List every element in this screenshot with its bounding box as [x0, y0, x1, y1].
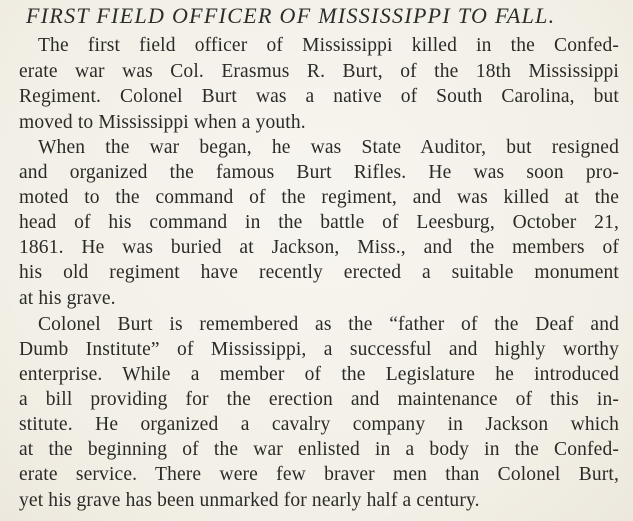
paragraph-3-line-1: Colonel Burt is remembered as the “father of the Deaf and [38, 314, 619, 335]
paragraph-2-line-2: and organized the famous Burt Rifles. He was soon pro- [19, 162, 619, 183]
paragraph-2-line-7: at his grave. [19, 288, 116, 309]
paragraph-1-line-4: moved to Mississippi when a youth. [19, 112, 306, 133]
paragraph-3-line-4: a bill providing for the erection and maintenance of this in- [19, 389, 619, 410]
paragraph-1-line-1: The first field officer of Mississippi killed in the Confed- [38, 35, 619, 56]
paragraph-2-line-3: moted to the command of the regiment, and was killed at the [19, 187, 619, 208]
paragraph-3-line-3: enterprise. While a member of the Legislature he introduced [19, 364, 619, 385]
paragraph-2-line-1: When the war began, he was State Auditor, but resigned [38, 137, 619, 158]
paragraph-3-line-8: yet his grave has been unmarked for nearly half a century. [19, 490, 480, 511]
paragraph-2-line-4: head of his command in the battle of Leesburg, October 21, [19, 212, 619, 233]
article-title: FIRST FIELD OFFICER OF MISSISSIPPI TO FALL. [26, 3, 556, 28]
paragraph-2-line-6: his old regiment have recently erected a suitable monument [19, 262, 619, 283]
paragraph-3-line-7: erate service. There were few braver men than Colonel Burt, [19, 464, 619, 485]
paragraph-1-line-2: erate war was Col. Erasmus R. Burt, of the 18th Mississippi [19, 61, 619, 82]
paragraph-3-line-6: at the beginning of the war enlisted in a body in the Confed- [19, 439, 619, 460]
paragraph-3-line-5: stitute. He organized a cavalry company in Jackson which [19, 414, 619, 435]
paragraph-2-line-5: 1861. He was buried at Jackson, Miss., and the members of [19, 237, 619, 258]
paragraph-3-line-2: Dumb Institute” of Mississippi, a successful and highly worthy [19, 339, 619, 360]
paragraph-1-line-3: Regiment. Colonel Burt was a native of South Carolina, but [19, 86, 619, 107]
